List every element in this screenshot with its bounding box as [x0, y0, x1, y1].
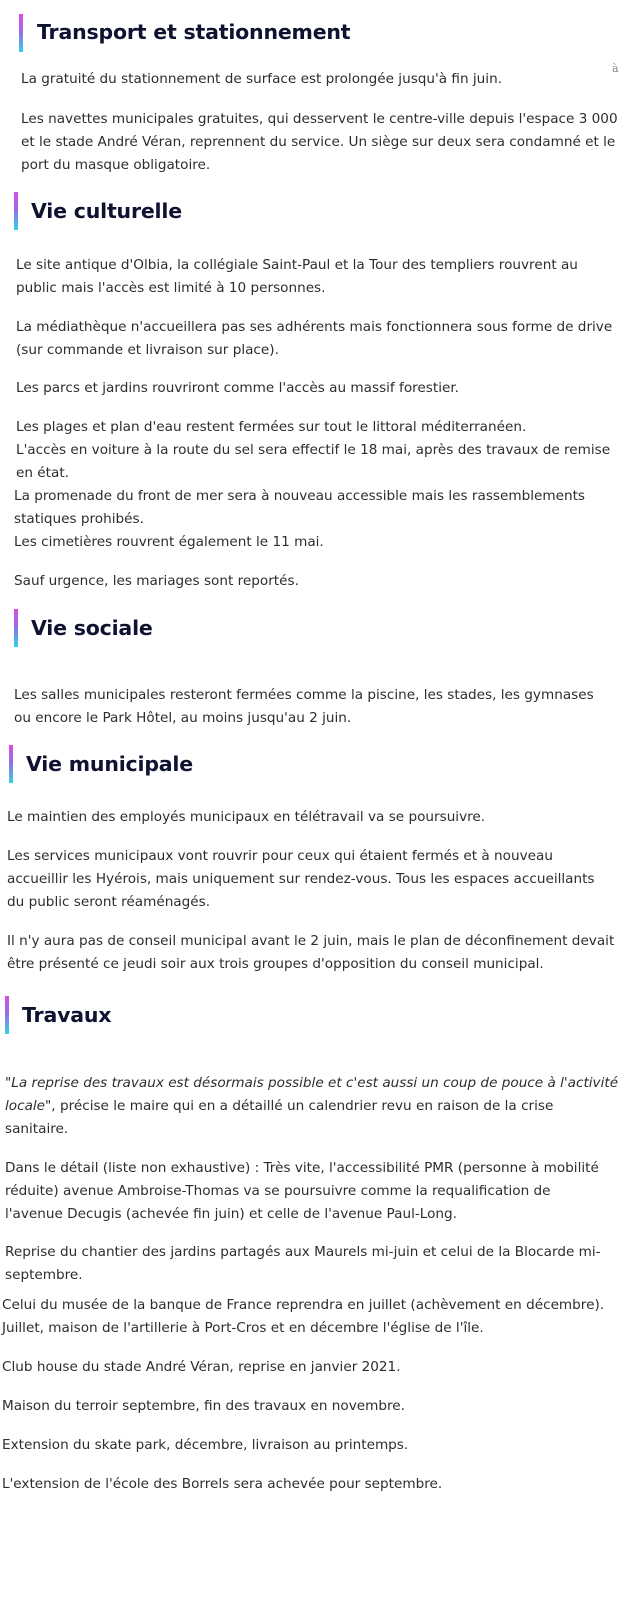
paragraph: Les navettes municipales gratuites, qui desservent le centre-ville depuis l'espace 3 000 et le stade André Véran, reprennent du service. Un siège sur deux sera condamné et le port du masque obligatoire.: [21, 111, 618, 173]
paragraph: Il n'y aura pas de conseil municipal avant le 2 juin, mais le plan de déconfinement devait être présenté ce jeudi soir aux trois groupes d'opposition du conseil municipal.: [7, 933, 615, 972]
paragraph: Celui du musée de la banque de France reprendra en juillet (achèvement en décembre). Juillet, maison de l'artillerie à Port-Cros et en décembre l'église de l'île.: [2, 1297, 605, 1336]
paragraph: Club house du stade André Véran, reprise en janvier 2021.: [2, 1359, 401, 1375]
section-heading-culture: Vie culturelle: [31, 199, 182, 223]
paragraph: Le maintien des employés municipaux en télétravail va se poursuivre.: [7, 809, 486, 825]
paragraph: Les plages et plan d'eau restent fermées sur tout le littoral méditerranéen. L'accès en voiture à la route du sel sera effectif le 18 mai, après des travaux de remise en état.: [16, 419, 611, 481]
paragraph: Les services municipaux vont rouvrir pour ceux qui étaient fermés et à nouveau accueillir les Hyérois, mais uniquement sur rendez-vous. Tous les espaces accueillants du public seront réaménagés.: [7, 848, 595, 910]
paragraph: Le site antique d'Olbia, la collégiale Saint-Paul et la Tour des templiers rouvrent au public mais l'accès est limité à 10 personnes.: [16, 257, 578, 296]
section-heading-social: Vie sociale: [31, 616, 153, 640]
paragraph: L'extension de l'école des Borrels sera achevée pour septembre.: [2, 1476, 443, 1492]
section-heading-transport: Transport et stationnement: [37, 20, 351, 44]
section-accent-bar: [9, 745, 13, 783]
section-accent-bar: [14, 192, 18, 230]
section-heading-municipal: Vie municipale: [26, 752, 193, 776]
quote-paragraph: "La reprise des travaux est désormais possible et c'est aussi un coup de pouce à l'activité locale", précise le maire qui en a détaillé un calendrier revu en raison de la crise sanitaire.: [5, 1075, 619, 1137]
section-accent-bar: [14, 609, 18, 647]
paragraph: Extension du skate park, décembre, livraison au printemps.: [2, 1437, 409, 1453]
section-accent-bar: [5, 996, 9, 1034]
section-heading-travaux: Travaux: [22, 1003, 112, 1027]
paragraph: La gratuité du stationnement de surface est prolongée jusqu'à fin juin.: [21, 71, 503, 87]
paragraph: La promenade du front de mer sera à nouveau accessible mais les rassemblements statiques prohibés. Les cimetières rouvrent également le 11 mai.: [14, 488, 585, 550]
paragraph: Reprise du chantier des jardins partagés aux Maurels mi-juin et celui de la Blocarde mi- septembre.: [5, 1244, 601, 1283]
paragraph: Sauf urgence, les mariages sont reportés.: [14, 573, 299, 589]
paragraph: Les parcs et jardins rouvriront comme l'accès au massif forestier.: [16, 380, 460, 396]
section-accent-bar: [19, 14, 23, 52]
paragraph: Dans le détail (liste non exhaustive) : Très vite, l'accessibilité PMR (personne à mobilité réduite) avenue Ambroise-Thomas va se poursuivre comme la requalification de l'avenue Decugis (achevée fin juin) et celle de l'avenue Paul-Long.: [5, 1160, 599, 1222]
paragraph: La médiathèque n'accueillera pas ses adhérents mais fonctionnera sous forme de drive (sur commande et livraison sur place).: [16, 319, 613, 358]
stray-mark: à: [612, 62, 619, 75]
paragraph: Les salles municipales resteront fermées comme la piscine, les stades, les gymnases ou encore le Park Hôtel, au moins jusqu'au 2 juin.: [14, 687, 594, 726]
paragraph: Maison du terroir septembre, fin des travaux en novembre.: [2, 1398, 405, 1414]
